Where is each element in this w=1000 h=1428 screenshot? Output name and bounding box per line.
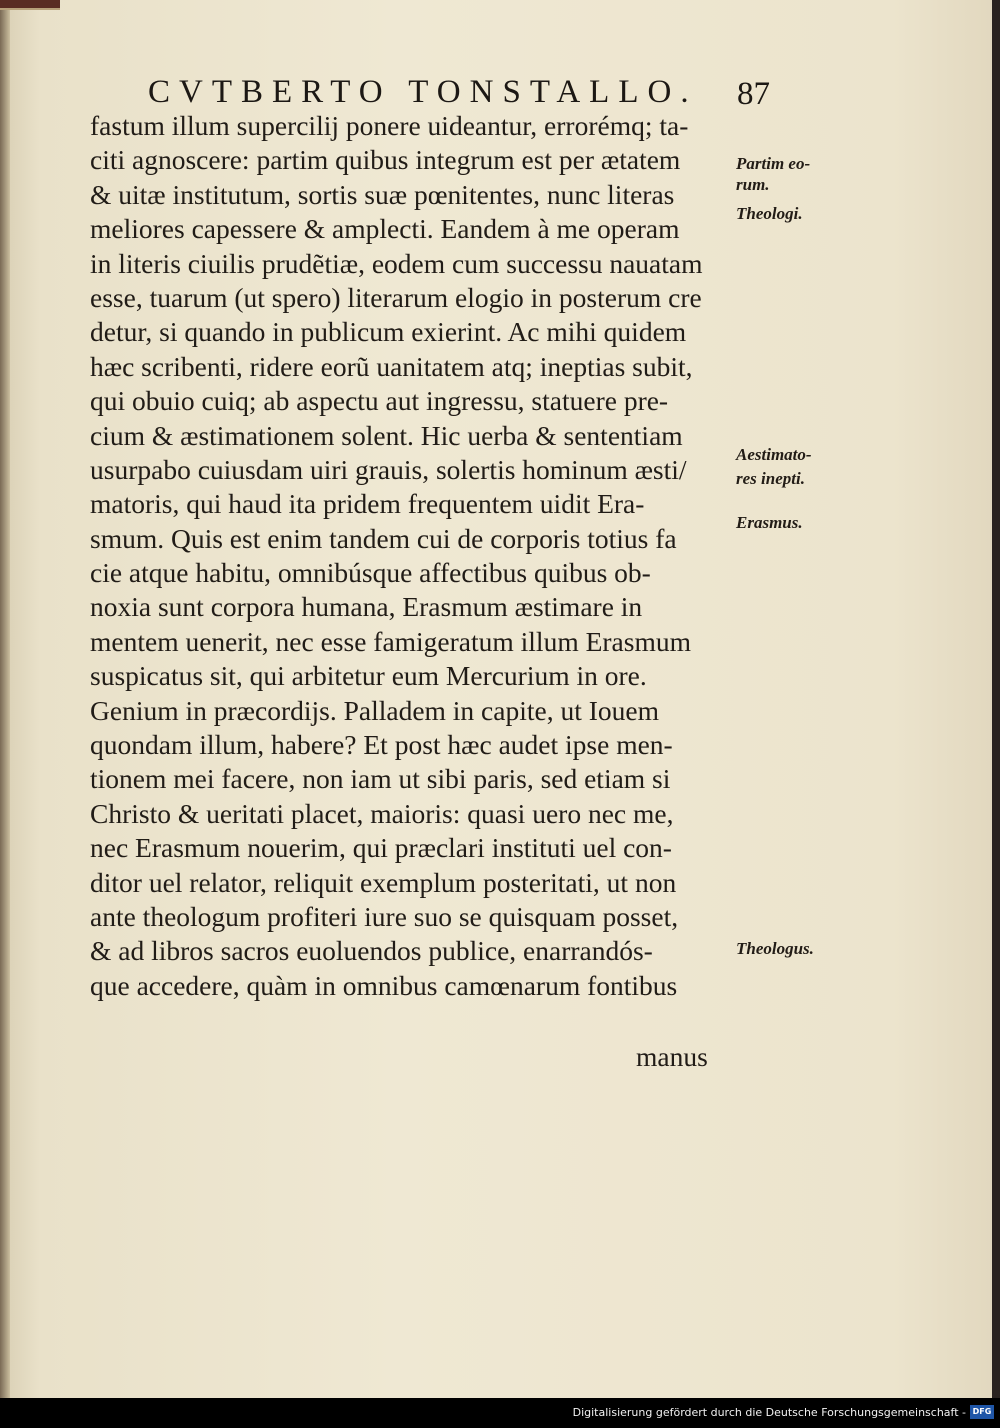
margin-note-theologi: Theologi.	[736, 204, 803, 223]
text-line: fastum illum supercilij ponere uideantur, errorémq; ta-	[90, 110, 689, 141]
main-text-block	[90, 109, 730, 1003]
margin-note-erasmus: Erasmus.	[736, 513, 803, 532]
running-head: CVTBERTO TONSTALLO.	[148, 74, 698, 110]
page-gutter	[0, 0, 10, 1398]
dfg-logo: DFG	[970, 1405, 994, 1419]
text-line: noxia sunt corpora humana, Erasmum æstimare in	[90, 591, 643, 623]
margin-note-aestimatores: Aestimato-	[736, 445, 812, 464]
text-line: usurpabo cuiusdam uiri grauis, solertis hominum æsti/	[90, 453, 687, 485]
text-line: qui obuio cuiq; ab aspectu aut ingressu, statuere pre-	[90, 385, 669, 417]
text-line: & uitæ institutum, sortis suæ pœnitentes, nunc literas	[90, 178, 675, 210]
text-line: mentem uenerit, nec esse famigeratum illum Erasmum	[90, 625, 691, 657]
funding-credit: Digitalisierung gefördert durch die Deutsche Forschungsgemeinschaft -	[572, 1406, 966, 1419]
library-mark	[0, 0, 60, 10]
text-line: detur, si quando in publicum exierint. Ac mihi quidem	[90, 316, 687, 348]
catchword: manus	[636, 1041, 708, 1072]
footer-bar	[0, 1398, 1000, 1428]
text-line: ante theologum profiteri iure suo se quisquam posset,	[90, 900, 679, 932]
margin-note-rum: rum.	[736, 175, 770, 194]
page-number: 87	[737, 76, 770, 112]
text-line: hæc scribenti, ridere eorũ uanitatem atq; ineptias subit,	[90, 350, 693, 382]
text-line: suspicatus sit, qui arbitetur eum Mercurium in ore.	[90, 660, 647, 692]
text-line: in literis ciuilis prudẽtiæ, eodem cum successu nauatam	[90, 247, 703, 279]
text-line: cium & æstimationem solent. Hic uerba & sententiam	[90, 419, 683, 451]
text-line: Genium in præcordijs. Palladem in capite, ut Iouem	[90, 694, 659, 726]
text-line: & ad libros sacros euoluendos publice, enarrandós-	[90, 935, 653, 967]
text-line: quondam illum, habere? Et post hæc audet ipse men-	[90, 729, 673, 761]
text-line: que accedere, quàm in omnibus camœnarum fontibus	[90, 969, 678, 1001]
margin-note-inepti: res inepti.	[736, 469, 805, 488]
text-line: esse, tuarum (ut spero) literarum elogio in posterum cre	[90, 281, 702, 313]
text-line: Christo & ueritati placet, maioris: quasi uero nec me,	[90, 797, 674, 829]
text-line: matoris, qui haud ita pridem frequentem uidit Era-	[90, 488, 645, 520]
margin-note-partim: Partim eo-	[736, 154, 811, 173]
text-line: nec Erasmum nouerim, qui præclari instituti uel con-	[90, 832, 672, 864]
text-line: smum. Quis est enim tandem cui de corporis totius fa	[90, 522, 677, 554]
text-line: citi agnoscere: partim quibus integrum est per ætatem	[90, 144, 681, 176]
text-line: cie atque habitu, omnibúsque affectibus quibus ob-	[90, 557, 651, 589]
text-line: tionem mei facere, non iam ut sibi paris, sed etiam si	[90, 763, 671, 795]
margin-note-theologus: Theologus.	[736, 939, 814, 958]
text-line: ditor uel relator, reliquit exemplum posteritati, ut non	[90, 866, 677, 898]
text-line: meliores capessere & amplecti. Eandem à me operam	[90, 213, 680, 245]
